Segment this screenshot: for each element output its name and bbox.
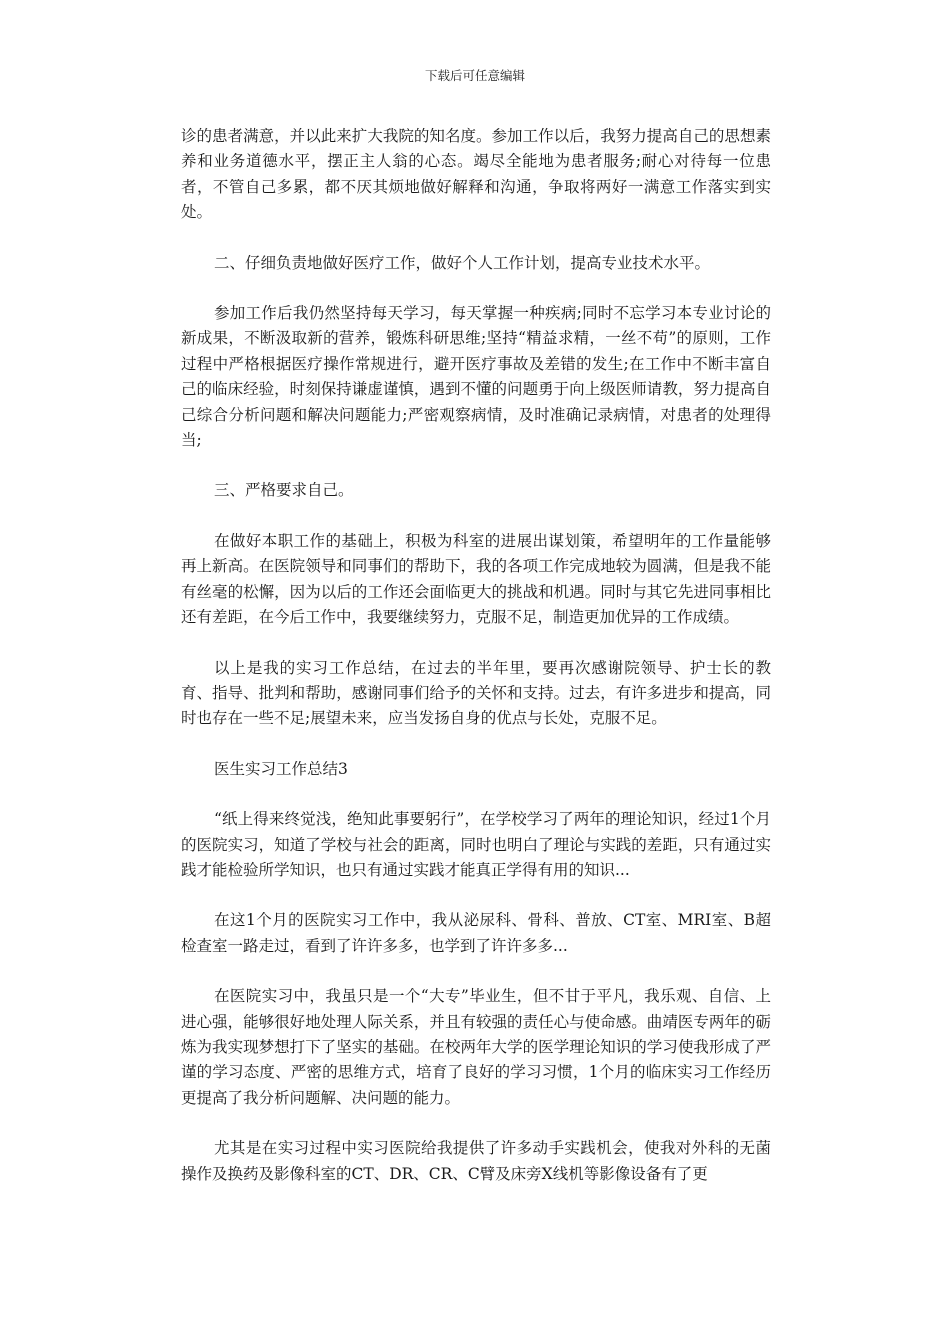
article-title: 医生实习工作总结3	[214, 759, 348, 778]
paragraph: 以上是我的实习工作总结，在过去的半年里，要再次感谢院领导、护士长的教育、指导、批判和帮助，感谢同事们给予的关怀和支持。过去，有许多进步和提高，同时也存在一些不足;展望未来，应当发扬自身的优点与长处，克服不足。	[181, 658, 771, 728]
page-header: 下载后可任意编辑	[424, 68, 525, 83]
paragraph: 在医院实习中，我虽只是一个“大专”毕业生，但不甘于平凡，我乐观、自信、上进心强，能够很好地处理人际关系，并且有较强的责任心与使命感。曲靖医专两年的砺炼为我实现梦想打下了坚实的基础。在校两年大学的医学理论知识的学习使我形成了严谨的学习态度、严密的思维方式，培育了良好的学习习惯，1个月的临床实习工作经历更提高了我分析问题解、决问题的能力。	[181, 987, 771, 1107]
section-heading: 二、仔细负责地做好医疗工作，做好个人工作计划，提高专业技术水平。	[214, 253, 711, 272]
section-heading: 三、严格要求自己。	[214, 481, 354, 500]
paragraph: “纸上得来终觉浅，绝知此事要躬行”，在学校学习了两年的理论知识，经过1个月的医院实习，知道了学校与社会的距离，同时也明白了理论与实践的差距，只有通过实践才能检验所学知识，也只有通过实践才能真正学得有用的知识...	[181, 810, 771, 879]
paragraph: 在做好本职工作的基础上，积极为科室的进展出谋划策，希望明年的工作量能够再上新高。在医院领导和同事们的帮助下，我的各项工作完成地较为圆满，但是我不能有丝毫的松懈，因为以后的工作还会面临更大的挑战和机遇。同时与其它先进同事相比还有差距，在今后工作中，我要继续努力，克服不足，制造更加优异的工作成绩。	[181, 531, 771, 627]
paragraph: 在这1个月的医院实习工作中，我从泌尿科、骨科、普放、CT室、MRI室、B超检查室一路走过，看到了许许多多，也学到了许许多多...	[181, 911, 771, 955]
paragraph: 参加工作后我仍然坚持每天学习，每天掌握一种疾病;同时不忘学习本专业讨论的新成果，不断汲取新的营养，锻炼科研思维;坚持“精益求精，一丝不苟”的原则，工作过程中严格根据医疗操作常规进行，避开医疗事故及差错的发生;在工作中不断丰富自己的临床经验，时刻保持谦虚谨慎，遇到不懂的问题勇于向上级医师请教，努力提高自己综合分析问题和解决问题能力;严密观察病情，及时准确记录病情，对患者的处理得当;	[181, 304, 771, 450]
paragraph: 诊的患者满意，并以此来扩大我院的知名度。参加工作以后，我努力提高自己的思想素养和业务道德水平，摆正主人翁的心态。竭尽全能地为患者服务;耐心对待每一位患者，不管自己多累，都不厌其烦地做好解释和沟通，争取将两好一满意工作落实到实处。	[181, 127, 771, 222]
paragraph: 尤其是在实习过程中实习医院给我提供了许多动手实践机会，使我对外科的无菌操作及换药及影像科室的CT、DR、CR、C臂及床旁X线机等影像设备有了更	[181, 1139, 771, 1183]
document-body	[181, 124, 771, 1212]
